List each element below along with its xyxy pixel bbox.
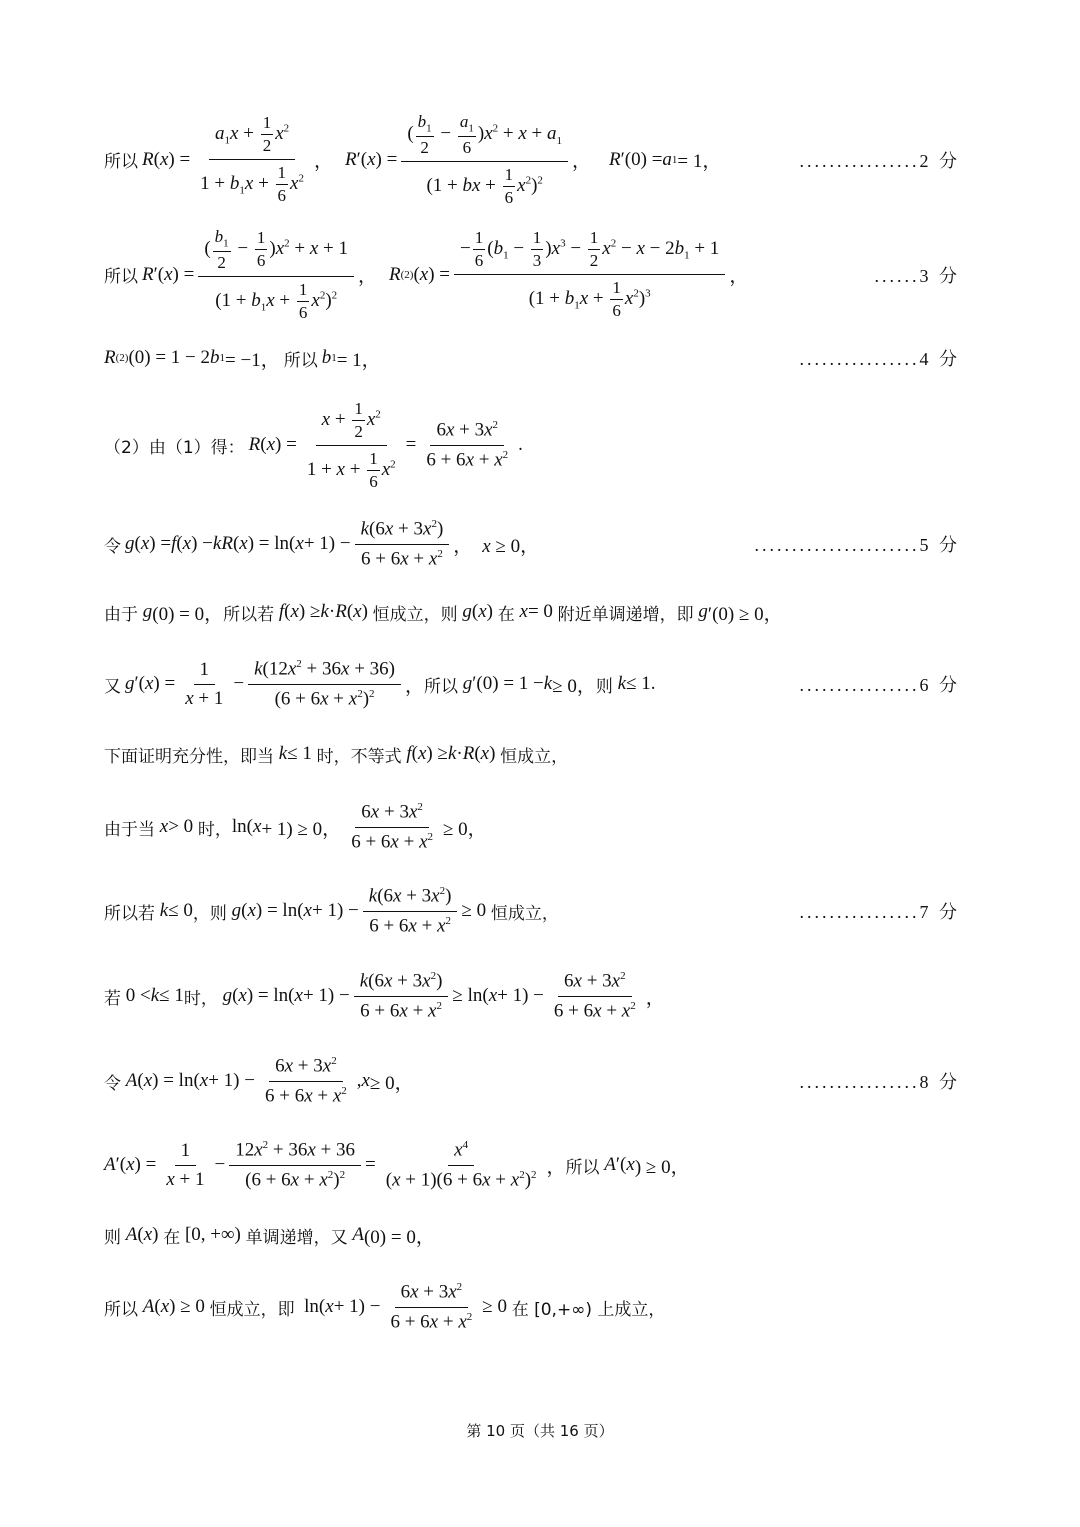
- line-4: [104, 395, 960, 495]
- text-suffix: 恒成立，即: [209, 1299, 295, 1320]
- fraction: $\frac{6x + 3x^2}{6 + 6x + x^2}$: [390, 1281, 473, 1332]
- math-expression: 所以若 k ≤ 0 ，则 g ( x ) = ln( x + 1) − $\frac{k(6x + 3x^2)}{6 + 6x + x^2}$ ≥ 0 恒成立，: [104, 885, 559, 936]
- math-expression: 令 g ( x ) = f ( x ) − kR ( x ) = ln( x + 1) − $\frac{k(6x + 3x^2)}{6 + 6x + x^2}$ ， x ≥ 0，: [104, 518, 540, 569]
- text-suffix: 则: [595, 676, 613, 697]
- fraction: − $\frac{1}{6}$ ($b_1$ − $\frac{1}{3}$ )$x^3$ − $\frac{1}{2}$ $x^2 - x - 2b_1 + 1$ ($1 + b_1x$ + $\frac{1}{6}$ $x^2)^3$: [454, 228, 725, 321]
- line-13: [104, 1136, 960, 1194]
- score-marker: ................8 分: [799, 1072, 960, 1092]
- math-expression: 又 g ′( x ) = $\frac{1}{x + 1}$ − $\frac{k(12x^2 + 36x + 36)}{(6 + 6x + x^2)^2}$ ， 所以 g ′(0) = 1 − k ≥ 0， 则 k ≤ 1.: [104, 658, 656, 709]
- math-expression: 令 A ( x ) = ln( x + 1) − $\frac{6x + 3x^2}{6 + 6x + x^2}$ , x ≥ 0，: [104, 1055, 414, 1106]
- line-12: [104, 1052, 960, 1110]
- fraction: ( $\frac{b_1}{2}$ − $\frac{a_1}{6}$ )$x^2 + x + a_1$ (1 + bx + $\frac{1}{6}$ $x^2)^2$: [401, 112, 568, 207]
- fraction: $\frac{1}{x + 1}$: [166, 1139, 205, 1190]
- math-expression: 由于当 x > 0 时， ln( x + 1) ≥ 0， $\frac{6x + 3x^2}{6 + 6x + x^2}$ ≥ 0，: [104, 801, 487, 852]
- line-14: [104, 1218, 960, 1252]
- math-expression: 所以 A ( x ) ≥ 0 恒成立，即 ln( x + 1) − $\frac{6x + 3x^2}{6 + 6x + x^2}$ ≥ 0 在 [0,+∞) 上成立，: [104, 1281, 666, 1332]
- page-footer: 第 10 页（共 16 页）: [466, 1422, 614, 1440]
- score-marker: ................4 分: [799, 349, 960, 369]
- text-suffix: 时，: [197, 819, 232, 840]
- line-10: [104, 882, 960, 940]
- fraction: $\frac{k(6x + 3x^2)}{6 + 6x + x^2}$: [363, 885, 458, 937]
- math-expression: A ′( x ) = $\frac{1}{x + 1}$ − $\frac{12x^2 + 36x + 36}{(6 + 6x + x^2)^2}$ = $\frac{x^4}{(x + 1)(6 + 6x + x^2)^2}$ ， 所以 A ′( x ) ≥ 0，: [104, 1139, 690, 1190]
- text-prefix: 令: [104, 536, 121, 557]
- fraction: $\frac{6x + 3x^2}{6 + 6x + x^2}$: [426, 419, 509, 470]
- fraction: $\frac{6x + 3x^2}{6 + 6x + x^2}$: [351, 801, 433, 852]
- text-prefix: 令: [104, 1073, 121, 1094]
- fraction: $\frac{k(6x + 3x^2)}{6 + 6x + x^2}$: [354, 970, 449, 1022]
- line-7: [104, 655, 960, 713]
- text-suffix: 恒成立，: [490, 903, 559, 924]
- text-line: 由于 g (0) = 0， 所以若 f ( x ) ≥ k · R ( x ) 恒成立，则 g ( x ) 在 x = 0 附近单调递增，即 g ′(0) ≥ 0，: [104, 601, 783, 625]
- text-prefix: 若: [104, 988, 121, 1009]
- fraction: $\frac{1}{x + 1}$: [185, 658, 224, 709]
- line-15: [104, 1278, 960, 1336]
- text-suffix: 时，: [183, 988, 218, 1009]
- text-line: 则 A ( x ) 在 [0, +∞) 单调递增，又 A (0) = 0，: [104, 1224, 435, 1248]
- math-expression: （2）由（1）得： R ( x ) = x + $\frac{1}{2}$ $x^2$ 1 + x + $\frac{1}{6}$ $x^2$ = $\frac{6x + 3x^2}{6 + 6x + x^2}$ .: [104, 398, 523, 491]
- fraction: $a_1x$ + $\frac{1}{2}$ $x^2$ $1 + b_1x$ + $\frac{1}{6}$ $x^2$: [200, 113, 304, 206]
- math-expression: R (2) (0) = 1 − 2 b 1 = −1， 所以 b 1 = 1，: [104, 347, 381, 371]
- text-prefix: 由于当: [104, 819, 155, 840]
- line-3: [104, 340, 960, 376]
- text-prefix: 所以: [104, 267, 138, 288]
- score-marker: ................2 分: [799, 151, 960, 171]
- score-marker: ................6 分: [799, 675, 960, 695]
- text-suffix: 所以: [424, 676, 459, 697]
- fraction: $\frac{k(12x^2 + 36x + 36)}{(6 + 6x + x^2)^2}$: [248, 658, 401, 710]
- line-5: [104, 515, 960, 573]
- text-suffix: 所以: [565, 1157, 600, 1178]
- text-prefix: 所以: [104, 152, 138, 173]
- text-prefix: 所以: [104, 1299, 138, 1320]
- score-marker: ................7 分: [799, 902, 960, 922]
- fraction: $\frac{x^4}{(x + 1)(6 + 6x + x^2)^2}$: [385, 1139, 537, 1190]
- line-9: [104, 798, 960, 856]
- fraction: ( $\frac{b_1}{2}$ − $\frac{1}{6}$ )$x^2 + x + 1$ ($1 + b_1x$ + $\frac{1}{6}$ $x^2)^2$: [198, 227, 354, 322]
- math-expression: 若 0 < k ≤ 1 时， g ( x ) = ln( x + 1) − $\frac{k(6x + 3x^2)}{6 + 6x + x^2}$ ≥ ln( x + 1) − $\frac{6x + 3x^2}{6 + 6x + x^2}$ ，: [104, 970, 665, 1021]
- score-marker: ......................5 分: [754, 535, 960, 555]
- text-prefix: （2）由（1）得：: [104, 437, 245, 458]
- line-6: [104, 595, 960, 629]
- line-8: [104, 737, 960, 771]
- fraction: $\frac{12x^2 + 36x + 36}{(6 + 6x + x^2)^2}$: [229, 1139, 361, 1191]
- math-expression: 所以 R ′( x ) = ( $\frac{b_1}{2}$ − $\frac{1}{6}$ )$x^2 + x + 1$ ($1 + b_1x$ + $\frac{1}{6}$ $x^2)^2$ ， R (2) ( x ) = − $\frac{1}{6}$ ($b_1$ − $\frac{1}{3}$ )$x^3$ − $\frac{1}{2}$ $x^2 - x - 2b_1 + 1$ ($1 + b_1x$ + $\frac{1}{6}$ $x^2)^3$ ，: [104, 227, 749, 322]
- text-prefix: 又: [104, 676, 121, 697]
- text-suffix: 在 [0,+∞) 上成立，: [511, 1299, 666, 1320]
- text-prefix: 所以若: [104, 903, 155, 924]
- text-line: 下面证明充分性，即当 k ≤ 1 时，不等式 f ( x ) ≥ k · R ( x ) 恒成立，: [104, 743, 569, 767]
- score-marker: ......3 分: [874, 266, 960, 286]
- fraction: x + $\frac{1}{2}$ $x^2$ 1 + x + $\frac{1}{6}$ $x^2$: [306, 398, 396, 491]
- fraction: $\frac{6x + 3x^2}{6 + 6x + x^2}$: [264, 1055, 347, 1106]
- line-2: [104, 225, 960, 325]
- fraction: $\frac{6x + 3x^2}{6 + 6x + x^2}$: [553, 970, 636, 1021]
- math-expression: 所以 R ( x ) = $a_1x$ + $\frac{1}{2}$ $x^2$ $1 + b_1x$ + $\frac{1}{6}$ $x^2$ ， R ′( x ) = ( $\frac{b_1}{2}$ − $\frac{a_1}{6}$ )$x^2 + x + a_1$ (1 + bx + $\frac{1}{6}$ $x^2)^2$ ， R ′(0) = a 1 = 1，: [104, 112, 722, 207]
- text-suffix: ，则: [192, 903, 227, 924]
- fraction: $\frac{k(6x + 3x^2)}{6 + 6x + x^2}$: [355, 518, 450, 570]
- line-11: [104, 967, 960, 1025]
- line-1: [104, 110, 960, 210]
- text-suffix: 所以: [283, 350, 318, 371]
